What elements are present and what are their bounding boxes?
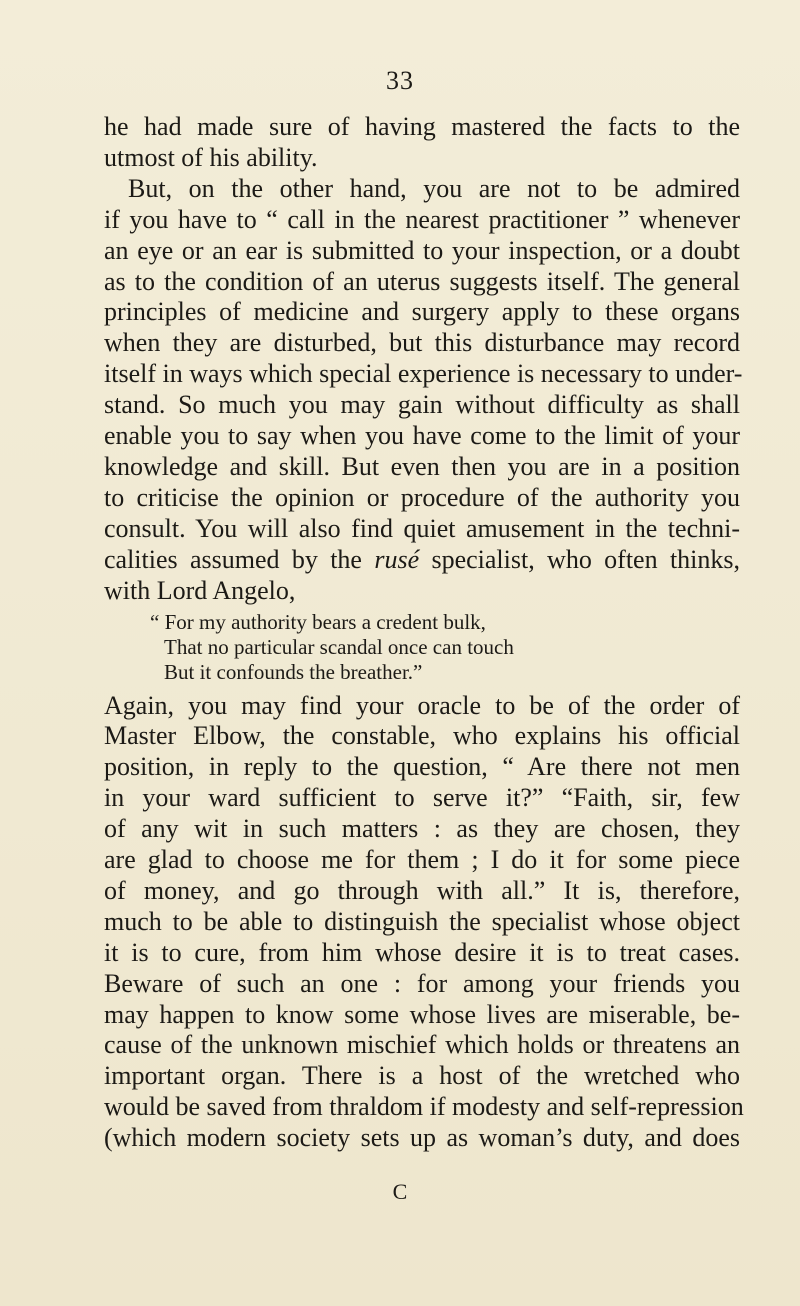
text-line: principles of medicine and surgery apply to these organs [104,297,740,327]
verse-quote [150,610,740,685]
text-line: may happen to know some whose lives are miserable, be- [104,999,740,1029]
signature-mark: C [392,1179,408,1204]
paragraph-1 [104,112,740,174]
text-line: cause of the unknown mischief which holds or threatens an [104,1030,740,1060]
text-line: position, in reply to the question, “ Are there not men [104,752,740,782]
text-line: he had made sure of having mastered the facts to the [104,112,740,141]
text-line: of money, and go through with all.” It is, therefore, [104,875,740,905]
text-line: Beware of such an one : for among your friends you [104,968,740,998]
text-line: an eye or an ear is submitted to your inspection, or a doubt [104,235,740,265]
text-line: calities assumed by the rusé specialist, who often thinks, [104,544,741,574]
italic-word: rusé [374,544,420,574]
text-line: would be saved from thraldom if modesty and self-repression [104,1092,744,1122]
verse-line: That no particular scandal once can touch [164,634,514,659]
verse-line: But it confounds the breather.” [164,659,423,684]
text-line: (which modern society sets up as woman’s duty, and does [104,1123,740,1153]
text-line: if you have to “ call in the nearest practitioner ” whenever [104,204,740,234]
text-line: with Lord Angelo, [104,575,296,605]
text-line: as to the condition of an uterus suggests itself. The general [104,266,740,296]
text-line: when they are disturbed, but this disturbance may record [104,328,740,358]
text-line: important organ. There is a host of the wretched who [104,1061,740,1091]
text-line: itself in ways which special experience is necessary to under- [104,359,743,389]
text-line: enable you to say when you have come to the limit of your [104,421,740,451]
text-line: consult. You will also find quiet amusement in the techni- [104,513,740,543]
text-line: are glad to choose me for them ; I do it for some piece [104,845,740,875]
text-line: stand. So much you may gain without difficulty as shall [104,390,740,420]
body-text [104,112,744,1154]
text-line: Master Elbow, the constable, who explains his official [104,721,740,751]
text-line: Again, you may find your oracle to be of the order of [104,690,740,720]
verse-line: “ For my authority bears a credent bulk, [150,609,486,634]
text-line: But, on the other hand, you are not to be admired [128,173,740,203]
text-line: utmost of his ability. [104,142,318,172]
text-line: knowledge and skill. But even then you are in a position [104,451,740,481]
paragraph-3 [104,690,744,1155]
text-line: in your ward sufficient to serve it?” “Faith, sir, few [104,783,740,813]
paragraph-2 [104,173,743,607]
text-line: it is to cure, from him whose desire it is to treat cases. [104,937,740,967]
page-number: 33 [386,66,414,95]
text-line: of any wit in such matters : as they are chosen, they [104,814,740,844]
text-line: to criticise the opinion or procedure of the authority you [104,482,740,512]
text-line: much to be able to distinguish the specialist whose object [104,906,740,936]
